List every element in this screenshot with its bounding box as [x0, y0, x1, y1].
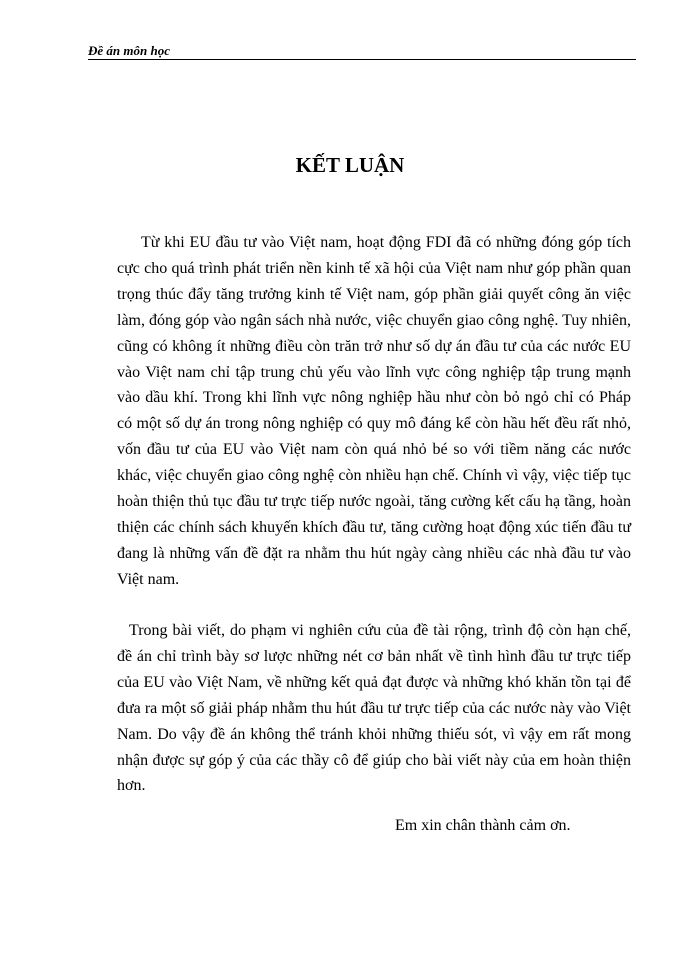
- header-title: Đề án môn học: [88, 43, 170, 58]
- closing-line: Em xin chân thành cảm ơn.: [395, 817, 571, 834]
- page-title: KẾT LUẬN: [295, 153, 405, 177]
- paragraph-2: Trong bài viết, do phạm vi nghiên cứu của đề tài rộng, trình độ còn hạn chế, đề án chỉ trình bày sơ lược những nét cơ bản nhất về tình hình đầu tư trực tiếp của EU vào Việt Nam, về những kết quả đạt được và những khó khăn tồn tại để đưa ra một số giải pháp nhằm thu hút đầu tư trực tiếp của các nước này vào Việt Nam. Do vậy đề án không thể tránh khỏi những thiếu sót, vì vậy em rất mong nhận được sự góp ý của các thầy cô để giúp cho bài viết này của em hoàn thiện hơn.: [117, 622, 631, 795]
- paragraph-1: Từ khi EU đầu tư vào Việt nam, hoạt động FDI đã có những đóng góp tích cực cho quá trình phát triển nền kinh tế xã hội của Việt nam như góp phần quan trọng thúc đẩy tăng trưởng kinh tế Việt nam, góp phần giải quyết công ăn việc làm, đóng góp vào ngân sách nhà nước, việc chuyển giao công nghệ. Tuy nhiên, cũng có không ít những điều còn trăn trở như số dự án đầu tư của các nước EU vào Việt nam chỉ tập trung chủ yếu vào lĩnh vực công nghiệp tập trung mạnh vào dầu khí. Trong khi lĩnh vực nông nghiệp hầu như còn bỏ ngỏ chỉ có Pháp có một số dự án trong nông nghiệp có quy mô đáng kể còn hầu hết đều rất nhỏ, vốn đầu tư của EU vào Việt nam còn quá nhỏ bé so với tiềm năng các nước khác, việc chuyển giao công nghệ còn nhiều hạn chế. Chính vì vậy, việc tiếp tục hoàn thiện thủ tục đầu tư trực tiếp nước ngoài, tăng cường kết cấu hạ tầng, hoàn thiện các chính sách khuyến khích đầu tư, tăng cường hoạt động xúc tiến đầu tư đang là những vấn đề đặt ra nhằm thu hút ngày càng nhiều các nhà đầu tư vào Việt nam.: [117, 234, 631, 588]
- page-header: [88, 43, 636, 60]
